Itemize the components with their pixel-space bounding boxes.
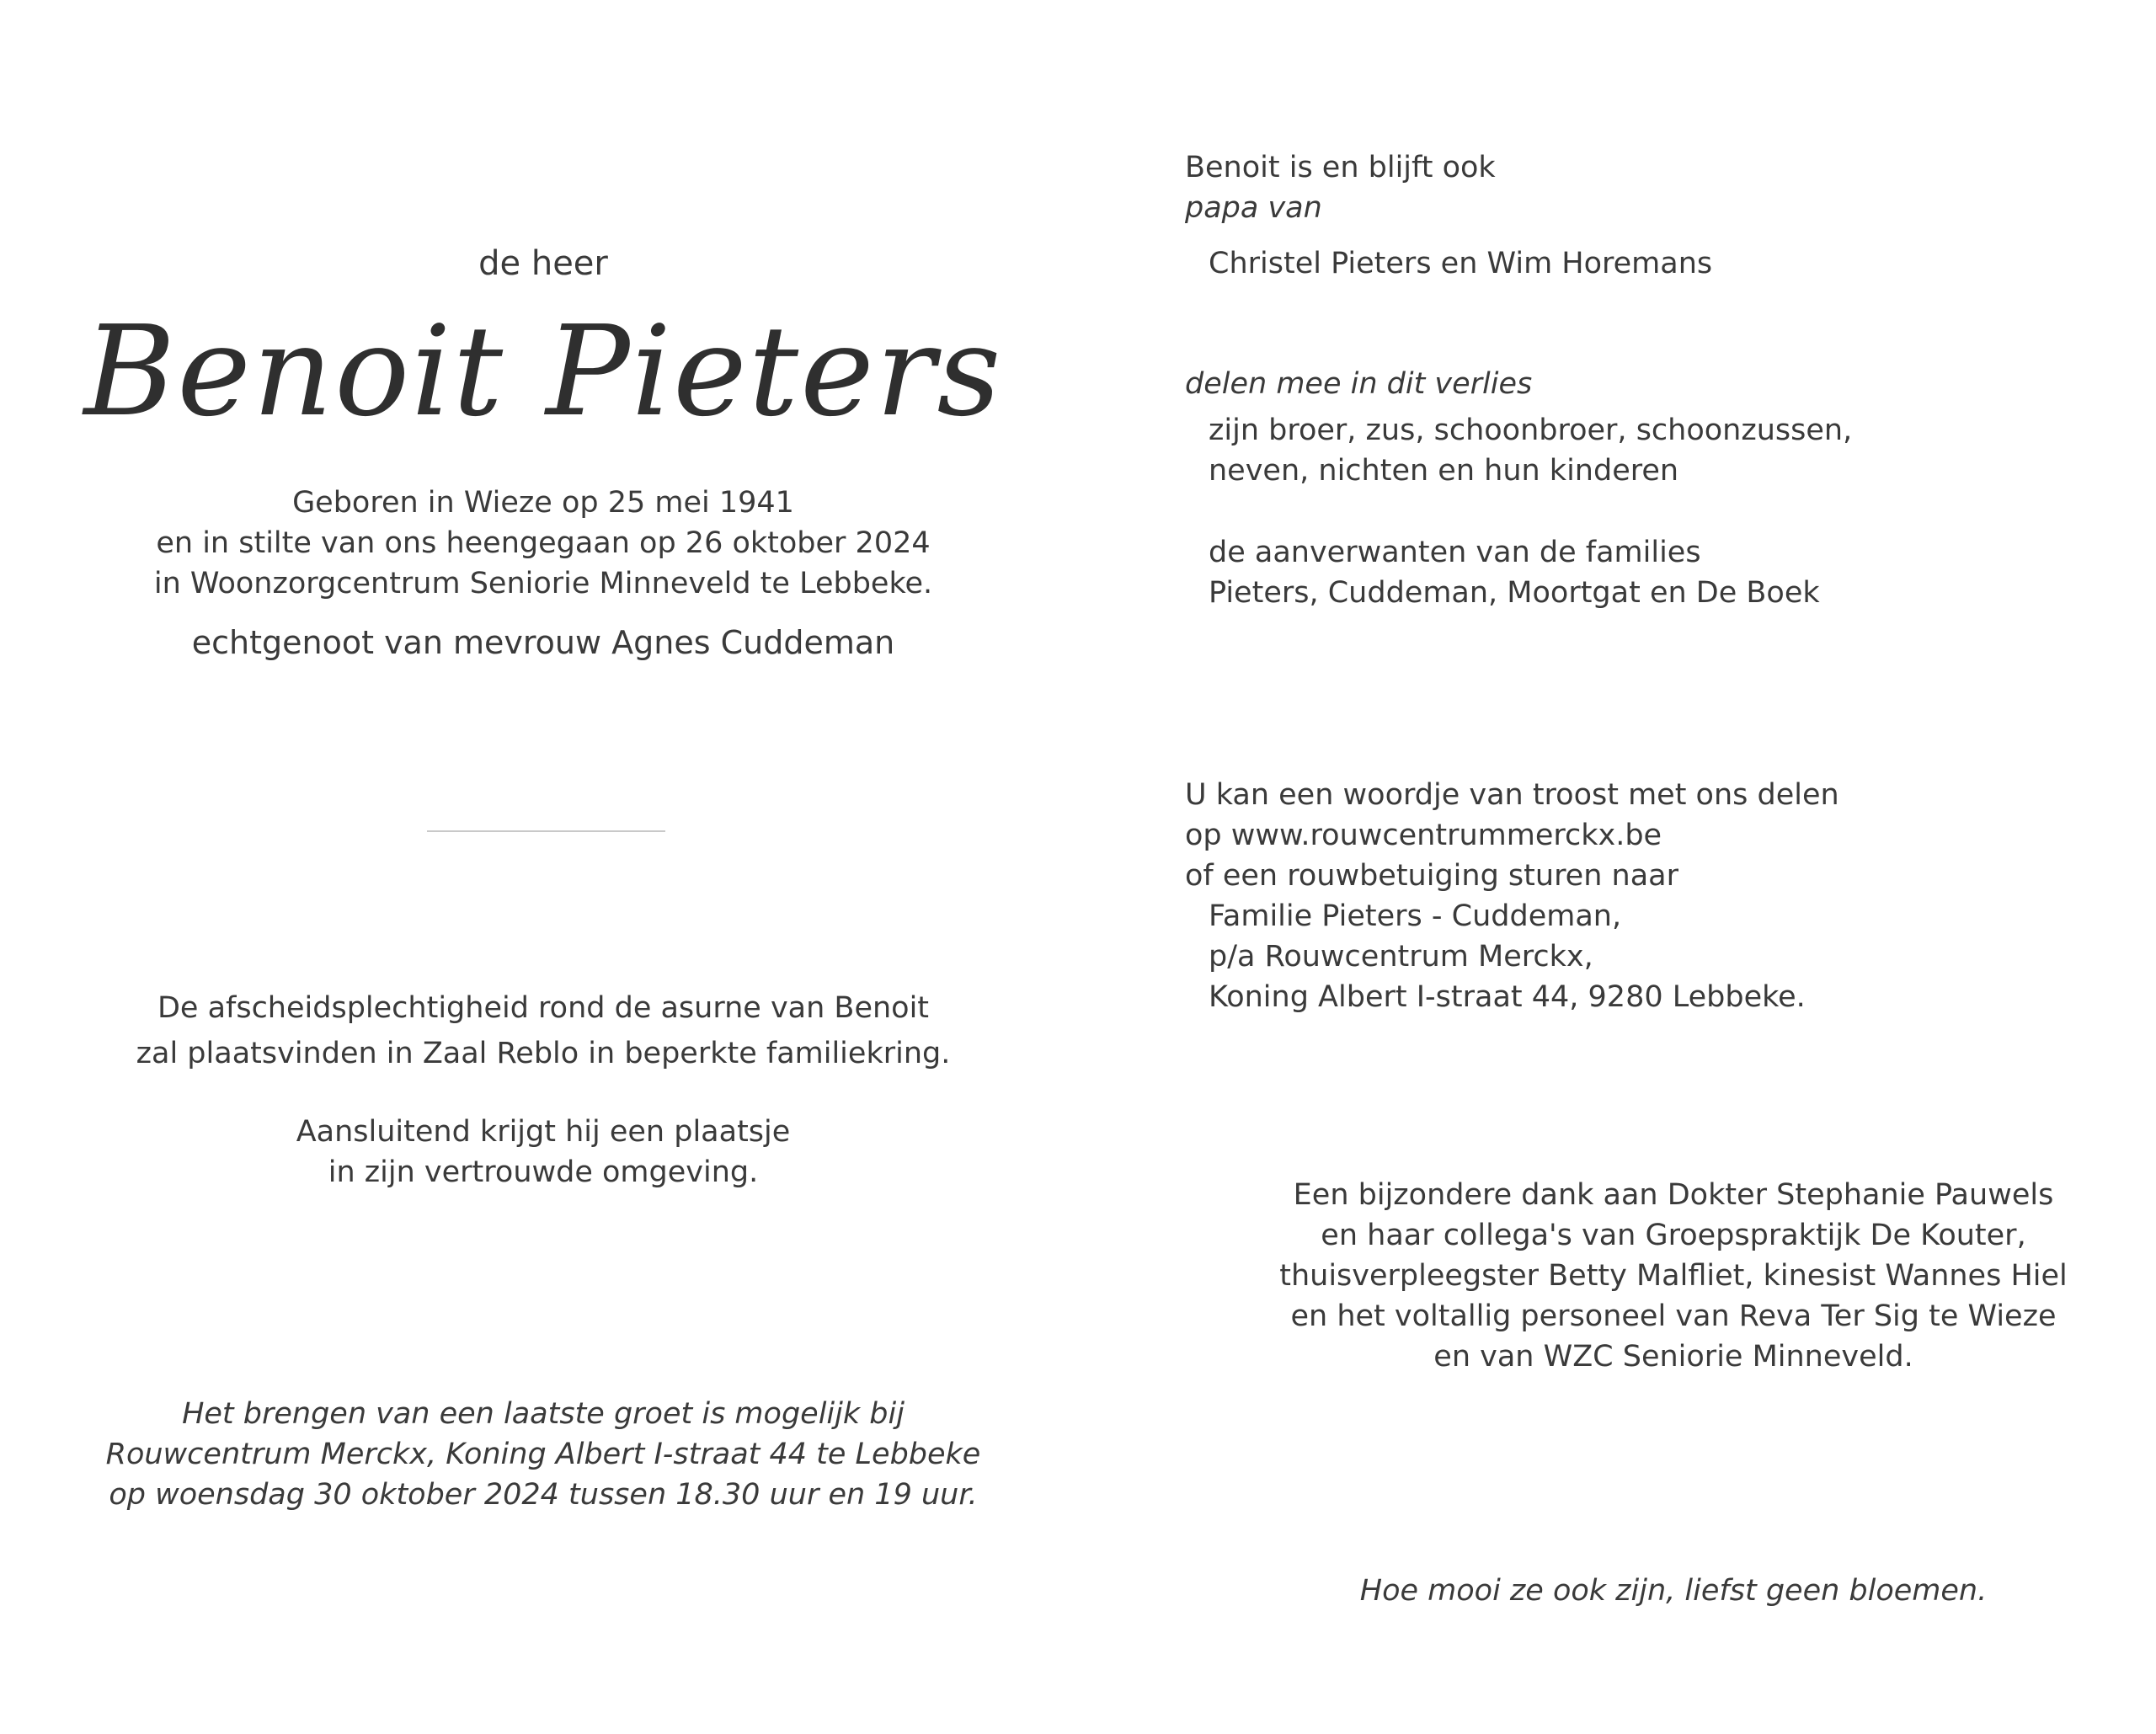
family-line: neven, nichten en hun kinderen (1209, 454, 1679, 488)
detail-line: in Woonzorgcentrum Seniorie Minneveld te Lebbeke. (153, 567, 933, 600)
spouse-line: echtgenoot van mevrouw Agnes Cuddeman (191, 624, 895, 661)
papa-label: papa van (1185, 191, 1322, 225)
family-line: Pieters, Cuddeman, Moortgat en De Boek (1209, 576, 1820, 610)
family-in-laws (1185, 532, 2135, 613)
thanks-message (1235, 1175, 2111, 1377)
farewell-visit-info (76, 1394, 1011, 1515)
address-line: Familie Pieters - Cuddeman, (1209, 899, 1622, 933)
thanks-line: en van WZC Seniorie Minneveld. (1433, 1340, 1913, 1374)
ceremony-line: zal plaatsvinden in Zaal Reblo in beperkte familiekring. (136, 1037, 951, 1070)
share-label: delen mee in dit verlies (1185, 367, 1533, 401)
ceremony-info (76, 985, 1011, 1076)
family-relatives (1185, 410, 2135, 491)
after-line: in zijn vertrouwde omgeving. (328, 1155, 759, 1189)
family-line: zijn broer, zus, schoonbroer, schoonzussen, (1209, 413, 1853, 447)
thanks-line: Een bijzondere dank aan Dokter Stephanie Pauwels (1293, 1178, 2054, 1212)
ceremony-line: De afscheidsplechtigheid rond de asurne van Benoit (157, 991, 930, 1025)
farewell-line: Rouwcentrum Merckx, Koning Albert I-straat 44 te Lebbeke (105, 1438, 981, 1471)
after-line: Aansluitend krijgt hij een plaatsje (296, 1115, 791, 1149)
children-names: Christel Pieters en Wim Horemans (1209, 247, 1713, 280)
farewell-line: Het brengen van een laatste groet is mogelijk bij (182, 1397, 905, 1431)
intro-line: Benoit is en blijft ook (1185, 151, 1496, 184)
birth-death-details (76, 483, 1011, 604)
condolence-line: of een rouwbetuiging sturen naar (1185, 859, 1678, 893)
condolence-line: U kan een woordje van troost met ons delen (1185, 778, 1839, 812)
condolence-website: op www.rouwcentrummerckx.be (1185, 819, 1662, 852)
detail-line: Geboren in Wieze op 25 mei 1941 (292, 486, 794, 520)
farewell-line: op woensdag 30 oktober 2024 tussen 18.30 uur en 19 uur. (109, 1478, 978, 1512)
after-ceremony-info (76, 1112, 1011, 1192)
address-line: p/a Rouwcentrum Merckx, (1209, 940, 1593, 974)
divider-line (427, 830, 665, 832)
family-line: de aanverwanten van de families (1209, 536, 1701, 569)
thanks-line: en het voltallig personeel van Reva Ter Sig te Wieze (1290, 1299, 2057, 1333)
detail-line: en in stilte van ons heengegaan op 26 oktober 2024 (156, 526, 931, 560)
papa-intro (1185, 147, 2111, 228)
thanks-line: en haar collega's van Groepspraktijk De Kouter, (1321, 1219, 2026, 1252)
thanks-line: thuisverpleegster Betty Malfliet, kinesist Wannes Hiel (1279, 1259, 2068, 1293)
deceased-name: Benoit Pieters (83, 299, 1003, 444)
no-flowers-note: Hoe mooi ze ook zijn, liefst geen bloemen. (1359, 1574, 1988, 1608)
condolence-info (1185, 775, 2111, 1017)
address-line: Koning Albert I-straat 44, 9280 Lebbeke. (1209, 980, 1806, 1014)
salutation: de heer (478, 244, 608, 283)
